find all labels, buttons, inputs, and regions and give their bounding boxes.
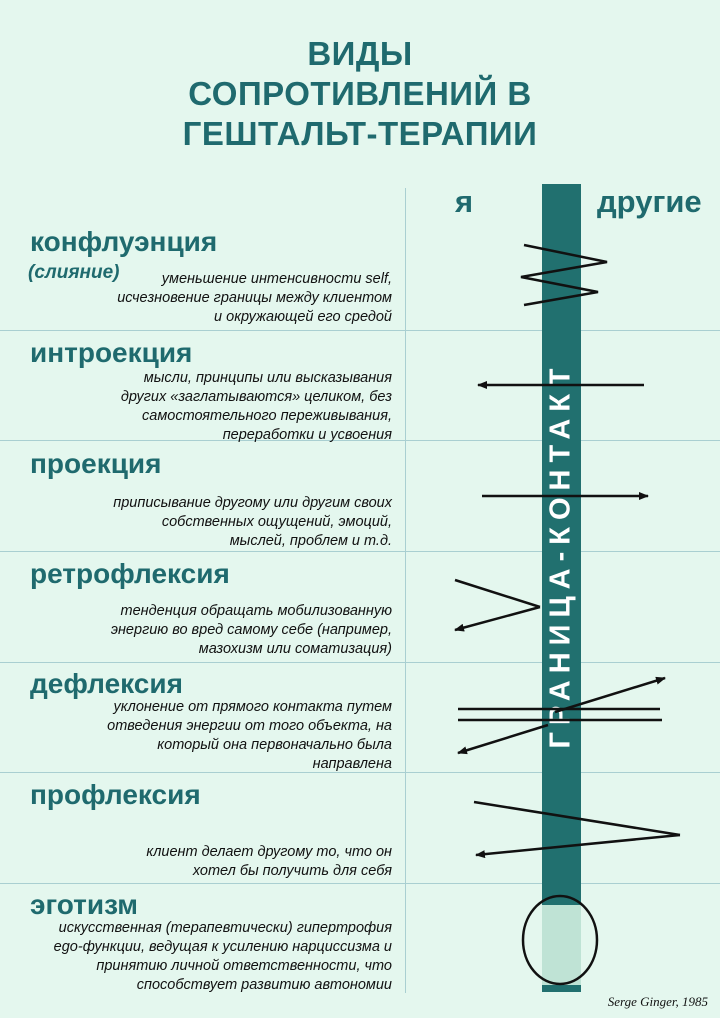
row-retroflection-description: тенденция обращать мобилизованную энергию во вред самому себе (например, мазохизм или соматизация) (110, 603, 392, 657)
row-deflection-description: уклонение от прямого контакта путем отведения энергии от того объекта, на который она первоначально была направлена (107, 699, 392, 772)
row-confluence-subtitle: (слияние) (28, 262, 120, 283)
contact-boundary-label: ГРАНИЦА-КОНТАКТ (544, 361, 577, 749)
deflection-arrow-out (555, 678, 665, 712)
proflection-bounce (474, 802, 680, 835)
title-line-3: ГЕШТАЛЬТ-ТЕРАПИИ (182, 115, 538, 152)
retroflection-arrow (455, 607, 540, 630)
egotism-highlight (542, 905, 581, 985)
row-confluence-description: уменьшение интенсивности self, исчезновение границы между клиентом и окружающей его средой (117, 271, 392, 325)
title-line-1: ВИДЫ (307, 35, 413, 72)
deflection-arrow-in (458, 725, 548, 753)
row-proflection-name: профлексия (30, 779, 201, 810)
author-credit: Serge Ginger, 1985 (607, 994, 708, 1009)
row-egotism-name: эготизм (30, 889, 139, 920)
column-self-label: я (455, 184, 474, 219)
proflection-arrow (476, 835, 680, 855)
title-line-2: СОПРОТИВЛЕНИЙ В (188, 75, 532, 112)
row-confluence-name: конфлуэнция (30, 226, 218, 257)
row-deflection-name: дефлексия (30, 668, 183, 699)
row-projection-name: проекция (30, 448, 162, 479)
column-others-label: другие (597, 184, 702, 219)
retroflection-bounce (455, 580, 540, 607)
row-retroflection-name: ретрофлексия (30, 558, 230, 589)
row-egotism-description: искусственная (терапевтически) гипертрофия ego-функции, ведущая к усилению нарциссизма и принятию личной ответственности, что способствует развитию автономии (53, 920, 392, 993)
row-introjection-name: интроекция (30, 337, 193, 368)
row-proflection-description: клиент делает другому то, что он хотел бы получить для себя (146, 844, 392, 879)
row-projection-description: приписывание другому или другим своих собственных ощущений, эмоций, мыслей, проблем и т.д. (113, 495, 392, 549)
confluence-zigzag (521, 245, 607, 305)
row-introjection-description: мысли, принципы или высказывания других «заглатываются» целиком, без самостоятельного переживывания, переработки и усвоения (120, 370, 392, 443)
